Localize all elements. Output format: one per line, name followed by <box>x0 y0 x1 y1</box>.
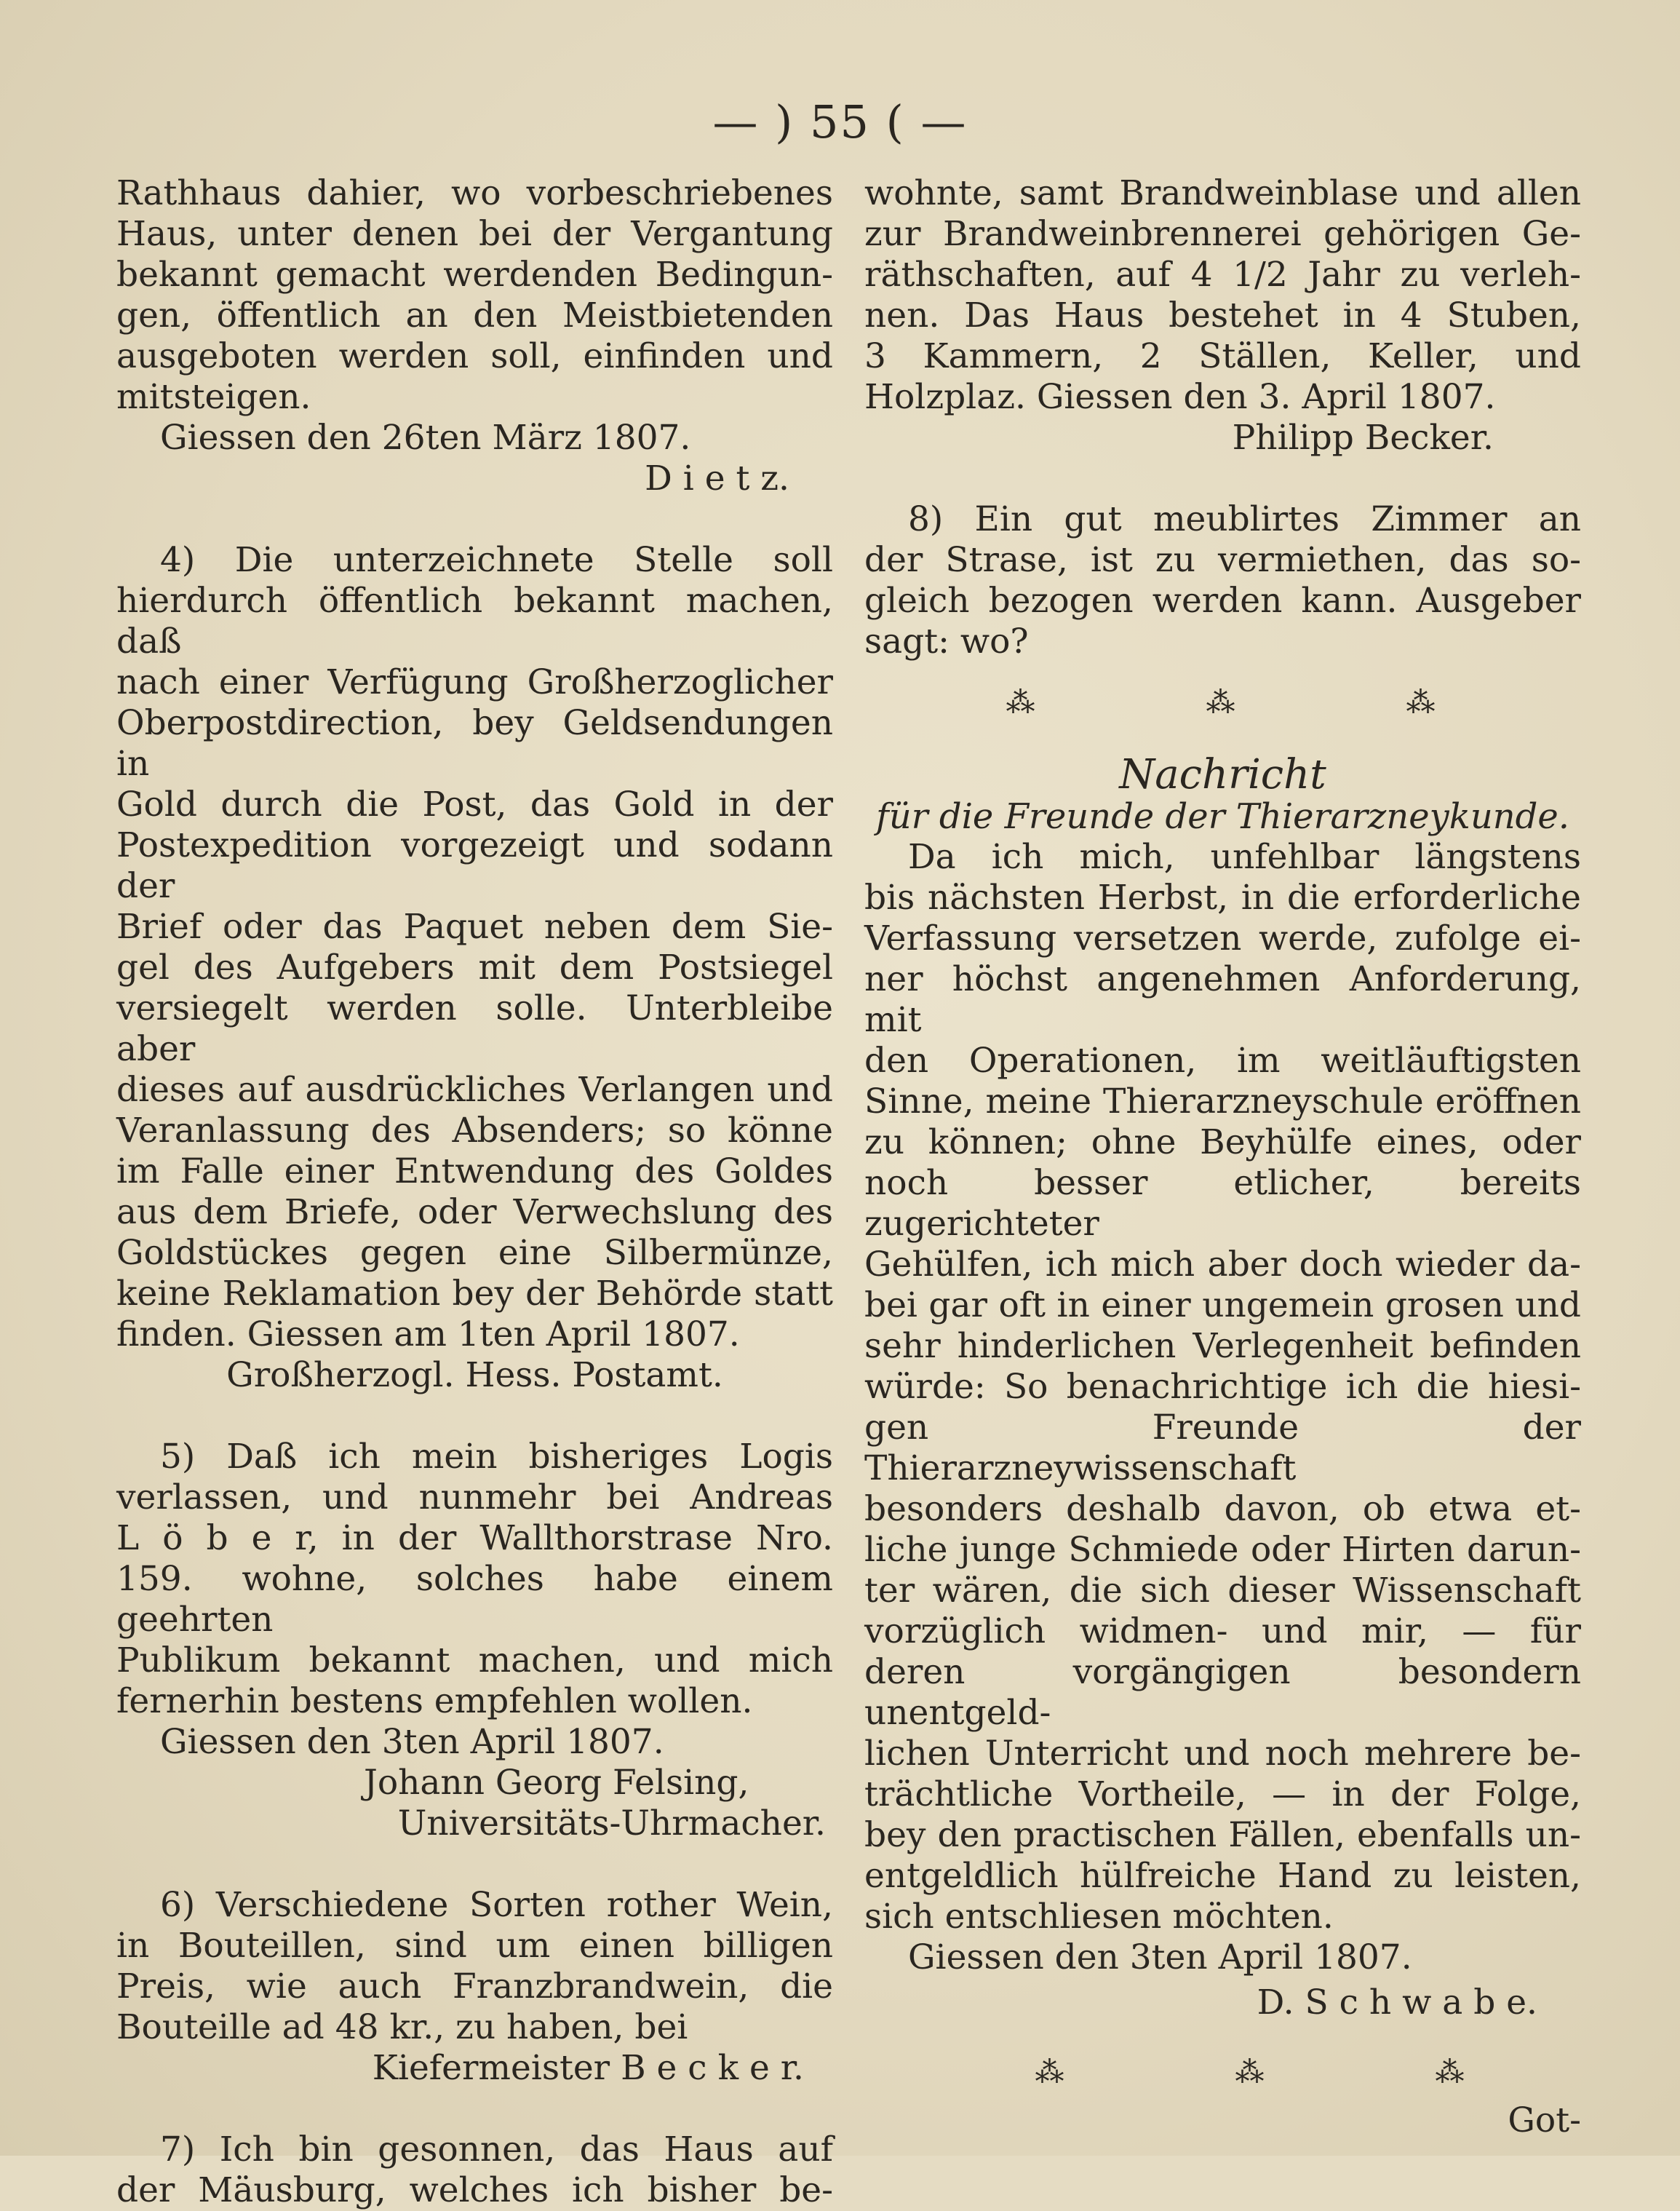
text-line: entgeldlich hülfreiche Hand zu leisten, <box>864 1856 1581 1896</box>
text-line: mitsteigen. <box>116 377 311 417</box>
signature: Johann Georg Felsing, <box>364 1763 749 1803</box>
text-line: bei gar oft in einer ungemein grosen und <box>864 1285 1581 1325</box>
text-line: vorzüglich widmen- und mir, — für <box>864 1611 1581 1651</box>
text-line: wohnte, samt Brandweinblase und allen <box>864 173 1581 213</box>
text-line: hierdurch öffentlich bekannt machen, daß <box>116 581 833 662</box>
signature: D. S c h w a b e. <box>1257 1982 1537 2023</box>
text-line: im Falle einer Entwendung des Goldes <box>116 1151 833 1191</box>
text-line: räthschaften, auf 4 1/2 Jahr zu verleh- <box>864 255 1581 295</box>
ornament-glyph: ⁂ <box>1406 686 1440 720</box>
signature: D i e t z. <box>645 459 789 499</box>
text-line: trächtliche Vortheile, — in der Folge, <box>864 1774 1581 1814</box>
text-line: 6) Verschiedene Sorten rother Wein, <box>160 1885 833 1925</box>
text-line: gen Freunde der Thierarzneywissenschaft <box>864 1408 1581 1488</box>
dateline: Giessen den 26ten März 1807. <box>160 418 691 458</box>
signature: Philipp Becker. <box>1232 418 1494 458</box>
notice-title: Nachricht <box>1119 751 1326 798</box>
text-line: L ö b e r, in der Wallthorstrase Nro. <box>116 1518 833 1558</box>
text-line: Veranlassung des Absenders; so könne <box>116 1111 833 1151</box>
text-line: verlassen, und nunmehr bei Andreas <box>116 1477 833 1517</box>
text-line: nen. Das Haus bestehet in 4 Stuben, <box>864 295 1581 336</box>
text-line: aus dem Briefe, oder Verwechslung des <box>116 1192 833 1232</box>
right-column <box>864 173 1581 2141</box>
text-line: Verfassung versetzen werde, zufolge ei- <box>864 918 1581 958</box>
text-line: 4) Die unterzeichnete Stelle soll <box>160 540 833 580</box>
text-line: Sinne, meine Thierarzneyschule eröffnen <box>864 1081 1581 1122</box>
text-line: versiegelt werden solle. Unterbleibe aber <box>116 988 833 1069</box>
page-number: — ) 55 ( — <box>712 95 968 148</box>
text-line: dieses auf ausdrückliches Verlangen und <box>116 1070 833 1110</box>
text-line: Holzplaz. Giessen den 3. April 1807. <box>864 377 1496 417</box>
left-column <box>116 173 833 2211</box>
text-line: Rathhaus dahier, wo vorbeschriebenes <box>116 173 833 213</box>
text-line: keine Reklamation bey der Behörde statt <box>116 1274 833 1314</box>
ornament-divider <box>864 2052 1581 2093</box>
signature-title: Universitäts-Uhrmacher. <box>397 1803 826 1843</box>
text-line: sich entschliesen möchten. <box>864 1897 1334 1937</box>
notice-subtitle: für die Freunde der Thierarzneykunde. <box>875 796 1570 837</box>
text-line: würde: So benachrichtige ich die hiesi- <box>864 1367 1581 1407</box>
text-line: besonders deshalb davon, ob etwa et- <box>864 1489 1581 1529</box>
ornament-glyph: ⁂ <box>1206 686 1240 720</box>
text-line: zu können; ohne Beyhülfe eines, oder <box>864 1122 1581 1162</box>
text-line: Goldstückes gegen eine Silbermünze, <box>116 1233 833 1273</box>
text-line: Haus, unter denen bei der Vergantung <box>116 214 833 254</box>
text-line: Gehülfen, ich mich aber doch wieder da- <box>864 1245 1581 1285</box>
text-line: 8) Ein gut meublirtes Zimmer an <box>908 499 1581 539</box>
ornament-glyph: ⁂ <box>1035 2056 1069 2089</box>
dateline: Giessen den 3ten April 1807. <box>160 1722 664 1762</box>
text-line: in Bouteillen, sind um einen billigen <box>116 1926 833 1966</box>
text-line: nach einer Verfügung Großherzoglicher <box>116 662 833 702</box>
text-line: der Mäusburg, welches ich bisher be- <box>116 2170 833 2210</box>
text-line: bis nächsten Herbst, in die erforderliche <box>864 878 1581 918</box>
signature: Großherzogl. Hess. Postamt. <box>226 1355 723 1395</box>
text-line: 5) Daß ich mein bisheriges Logis <box>160 1437 833 1477</box>
text-line: noch besser etlicher, bereits zugerichteter <box>864 1163 1581 1244</box>
text-line: 7) Ich bin gesonnen, das Haus auf <box>160 2129 833 2170</box>
text-line: sagt: wo? <box>864 622 1029 662</box>
text-line: bey den practischen Fällen, ebenfalls un- <box>864 1815 1581 1855</box>
text-line: Brief oder das Paquet neben dem Sie- <box>116 907 833 947</box>
catchword: Got- <box>1508 2100 1581 2140</box>
ornament-divider <box>864 683 1581 723</box>
text-line: Publikum bekannt machen, und mich <box>116 1640 833 1680</box>
text-line: liche junge Schmiede oder Hirten darun- <box>864 1530 1581 1570</box>
text-line: gleich bezogen werden kann. Ausgeber <box>864 581 1581 621</box>
text-line: ter wären, die sich dieser Wissenschaft <box>864 1571 1581 1611</box>
text-line: der Strase, ist zu vermiethen, das so- <box>864 540 1581 580</box>
text-line: ner höchst angenehmen Anforderung, mit <box>864 959 1581 1040</box>
text-line: gen, öffentlich an den Meistbietenden <box>116 295 833 336</box>
text-line: fernerhin bestens empfehlen wollen. <box>116 1681 753 1721</box>
text-line: den Operationen, im weitläuftigsten <box>864 1041 1581 1081</box>
signature: Kiefermeister B e c k e r. <box>372 2048 804 2088</box>
text-line: sehr hinderlichen Verlegenheit befinden <box>864 1326 1581 1366</box>
text-line: Da ich mich, unfehlbar längstens <box>908 837 1581 877</box>
dateline: Giessen den 3ten April 1807. <box>908 1937 1412 1977</box>
text-line: zur Brandweinbrennerei gehörigen Ge- <box>864 214 1581 254</box>
text-line: ausgeboten werden soll, einfinden und <box>116 336 833 376</box>
text-line: Oberpostdirection, bey Geldsendungen in <box>116 703 833 784</box>
text-line: lichen Unterricht und noch mehrere be- <box>864 1734 1581 1774</box>
ornament-glyph: ⁂ <box>1006 686 1040 720</box>
text-line: Gold durch die Post, das Gold in der <box>116 785 833 825</box>
text-line: Postexpedition vorgezeigt und sodann der <box>116 825 833 906</box>
text-line: Preis, wie auch Franzbrandwein, die <box>116 1966 833 2006</box>
text-line: gel des Aufgebers mit dem Postsiegel <box>116 948 833 988</box>
text-line: bekannt gemacht werdenden Bedingun- <box>116 255 833 295</box>
text-line: Bouteille ad 48 kr., zu haben, bei <box>116 2007 688 2047</box>
text-line: finden. Giessen am 1ten April 1807. <box>116 1314 740 1354</box>
ornament-glyph: ⁂ <box>1435 2056 1469 2089</box>
text-line: 159. wohne, solches habe einem geehrten <box>116 1559 833 1640</box>
text-line: 3 Kammern, 2 Ställen, Keller, und <box>864 336 1581 376</box>
ornament-glyph: ⁂ <box>1235 2056 1269 2089</box>
text-line: deren vorgängigen besondern unentgeld- <box>864 1652 1581 1733</box>
